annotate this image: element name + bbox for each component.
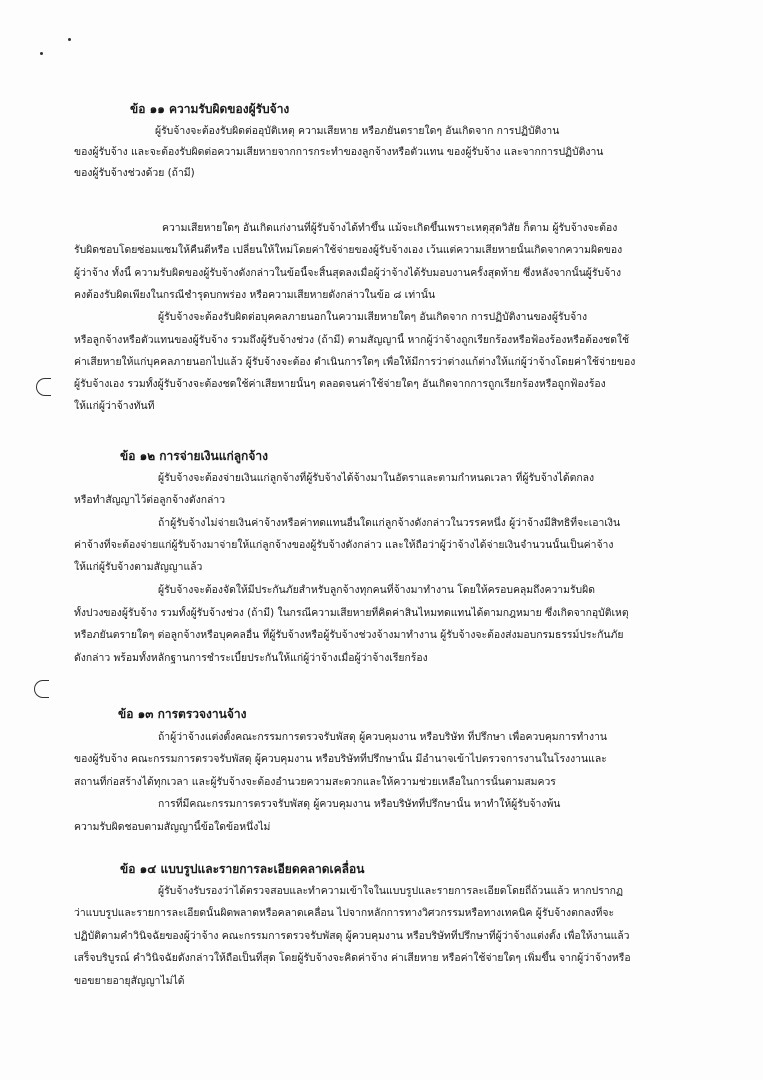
section-heading: ข้อ ๑๒ การจ่ายเงินแก่ลูกจ้าง bbox=[120, 449, 268, 463]
section-heading: ข้อ ๑๓ การตรวจงานจ้าง bbox=[118, 707, 247, 721]
paragraph-line: คงต้องรับผิดเพียงในกรณีชำรุดบกพร่อง หรือความเสียหายดังกล่าวในข้อ ๘ เท่านั้น bbox=[74, 289, 436, 301]
paragraph-line: ค่าเสียหายให้แก่บุคคลภายนอกไปแล้ว ผู้รับจ้างจะต้อง ดำเนินการใดๆ เพื่อให้มีการว่าต่างแก้ต่างให้แก่ผู้ว่าจ้างโดยค่าใช้จ่ายของ bbox=[74, 356, 636, 368]
paragraph-line: ทั้งปวงของผู้รับจ้าง รวมทั้งผู้รับจ้างช่วง (ถ้ามี) ในกรณีความเสียหายที่คิดค่าสินไหมทดแทนได้ตามกฎหมาย ซึ่งเกิดจากอุบัติเหตุ bbox=[74, 607, 629, 619]
paragraph-line: ความรับผิดชอบตามสัญญานี้ข้อใดข้อหนึ่งไม่ bbox=[74, 821, 271, 833]
paragraph-line: ให้แก่ผู้ว่าจ้างทันที bbox=[74, 400, 155, 412]
paragraph-line: ผู้รับจ้างเอง รวมทั้งผู้รับจ้างจะต้องชดใช้ค่าเสียหายนั้นๆ ตลอดจนค่าใช้จ่ายใดๆ อันเกิดจากการถูกเรียกร้องหรือถูกฟ้องร้อง bbox=[74, 378, 606, 390]
paragraph-line: หรือลูกจ้างหรือตัวแทนของผู้รับจ้าง รวมถึงผู้รับจ้างช่วง (ถ้ามี) ตามสัญญานี้ หากผู้ว่าจ้างถูกเรียกร้องหรือฟ้องร้องหรือต้องชดใช้ bbox=[74, 334, 630, 346]
scan-speck bbox=[40, 52, 43, 55]
paragraph-line: ให้แก่ผู้รับจ้างตามสัญญาแล้ว bbox=[74, 561, 203, 573]
section-heading: ข้อ ๑๔ แบบรูปและรายการละเอียดคลาดเคลื่อน bbox=[120, 862, 365, 876]
paragraph-line: ว่าแบบรูปและรายการละเอียดนั้นผิดพลาดหรือคลาดเคลื่อน ไปจากหลักการทางวิศวกรรมหรือทางเทคนิค ผู้รับจ้างตกลงที่จะ bbox=[74, 907, 615, 919]
paragraph-line: หรือภยันตรายใดๆ ต่อลูกจ้างหรือบุคคลอื่น ที่ผู้รับจ้างหรือผู้รับจ้างช่วงจ้างมาทำงาน ผู้รับจ้างจะต้องส่งมอบกรมธรรม์ประกันภัย bbox=[74, 629, 624, 641]
paragraph-line: ผู้รับจ้างจะต้องจ่ายเงินแก่ลูกจ้างที่ผู้รับจ้างได้จ้างมาในอัตราและตามกำหนดเวลา ที่ผู้รับจ้างได้ตกลง bbox=[158, 472, 595, 484]
paragraph-line: สถานที่ก่อสร้างได้ทุกเวลา และผู้รับจ้างจะต้องอำนวยความสะดวกและให้ความช่วยเหลือในการนั้นตามสมควร bbox=[74, 776, 556, 788]
paragraph-line: ผู้รับจ้างรับรองว่าได้ตรวจสอบและทำความเข้าใจในแบบรูปและรายการละเอียดโดยถี่ถ้วนแล้ว หากปรากฏ bbox=[158, 885, 623, 897]
paragraph-line: ผู้รับจ้างจะต้องรับผิดต่อบุคคลภายนอกในความเสียหายใดๆ อันเกิดจาก การปฏิบัติงานของผู้รับจ้าง bbox=[158, 311, 588, 323]
binder-hole-mark bbox=[34, 680, 49, 698]
paragraph-line: ของผู้รับจ้าง คณะกรรมการตรวจรับพัสดุ ผู้ควบคุมงาน หรือบริษัทที่ปรึกษานั้น มีอำนาจเข้าไปตรวจการงานในโรงงานและ bbox=[74, 753, 607, 765]
paragraph-line: ดังกล่าว พร้อมทั้งหลักฐานการชำระเบี้ยประกันให้แก่ผู้ว่าจ้างเมื่อผู้ว่าจ้างเรียกร้อง bbox=[74, 652, 428, 664]
binder-hole-mark bbox=[36, 378, 51, 396]
paragraph-line: ผู้รับจ้างจะต้องจัดให้มีประกันภัยสำหรับลูกจ้างทุกคนที่จ้างมาทำงาน โดยให้ครอบคลุมถึงความรับผิด bbox=[158, 584, 595, 596]
section-heading: ข้อ ๑๑ ความรับผิดของผู้รับจ้าง bbox=[130, 102, 290, 116]
paragraph-line: ค่าจ้างที่จะต้องจ่ายแก่ผู้รับจ้างมาจ่ายให้แก่ลูกจ้างของผู้รับจ้างดังกล่าว และให้ถือว่าผู้ว่าจ้างได้จ่ายเงินจำนวนนั้นเป็นค่าจ้าง bbox=[74, 539, 614, 551]
paragraph-line: ความเสียหายใดๆ อันเกิดแก่งานที่ผู้รับจ้างได้ทำขึ้น แม้จะเกิดขึ้นเพราะเหตุสุดวิสัย ก็ตาม ผู้รับจ้างจะต้อง bbox=[162, 222, 618, 234]
paragraph-line: ขอขยายอายุสัญญาไม่ได้ bbox=[74, 975, 185, 987]
scan-speck bbox=[68, 38, 71, 41]
paragraph-line: ถ้าผู้ว่าจ้างแต่งตั้งคณะกรรมการตรวจรับพัสดุ ผู้ควบคุมงาน หรือบริษัท ที่ปรึกษา เพื่อควบคุมการทำงาน bbox=[158, 731, 608, 743]
paragraph-line: ของผู้รับจ้างช่วงด้วย (ถ้ามี) bbox=[74, 167, 195, 179]
paragraph-line: ผู้ว่าจ้าง ทั้งนี้ ความรับผิดของผู้รับจ้างดังกล่าวในข้อนี้จะสิ้นสุดลงเมื่อผู้ว่าจ้างได้รับมอบงานครั้งสุดท้าย ซึ่งหลังจากนั้นผู้รับจ้าง bbox=[74, 267, 622, 279]
paragraph-line: ของผู้รับจ้าง และจะต้องรับผิดต่อความเสียหายจากการกระทำของลูกจ้างหรือตัวแทน ของผู้รับจ้าง และจากการปฏิบัติงาน bbox=[74, 146, 604, 158]
paragraph-line: การที่มีคณะกรรมการตรวจรับพัสดุ ผู้ควบคุมงาน หรือบริษัทที่ปรึกษานั้น หาทำให้ผู้รับจ้างพ้น bbox=[158, 798, 561, 810]
paragraph-line: รับผิดชอบโดยซ่อมแซมให้คืนดีหรือ เปลี่ยนให้ใหม่โดยค่าใช้จ่ายของผู้รับจ้างเอง เว้นแต่ความเสียหายนั้นเกิดจากความผิดของ bbox=[74, 244, 623, 256]
paragraph-line: เสร็จบริบูรณ์ คำวินิจฉัยดังกล่าวให้ถือเป็นที่สุด โดยผู้รับจ้างจะคิดค่าจ้าง ค่าเสียหาย หรือค่าใช้จ่ายใดๆ เพิ่มขึ้น จากผู้ว่าจ้างหรือ bbox=[74, 952, 631, 964]
paragraph-line: ถ้าผู้รับจ้างไม่จ่ายเงินค่าจ้างหรือค่าทดแทนอื่นใดแก่ลูกจ้างดังกล่าวในวรรคหนึ่ง ผู้ว่าจ้างมีสิทธิที่จะเอาเงิน bbox=[158, 517, 621, 529]
paragraph-line: ผู้รับจ้างจะต้องรับผิดต่ออุบัติเหตุ ความเสียหาย หรือภยันตรายใดๆ อันเกิดจาก การปฏิบัติงาน bbox=[155, 125, 560, 137]
paragraph-line: ปฏิบัติตามคำวินิจฉัยของผู้ว่าจ้าง คณะกรรมการตรวจรับพัสดุ ผู้ควบคุมงาน หรือบริษัทที่ปรึกษาที่ผู้ว่าจ้างแต่งตั้ง เพื่อให้งานแล้ว bbox=[74, 930, 630, 942]
paragraph-line: หรือทำสัญญาไว้ต่อลูกจ้างดังกล่าว bbox=[74, 494, 226, 506]
